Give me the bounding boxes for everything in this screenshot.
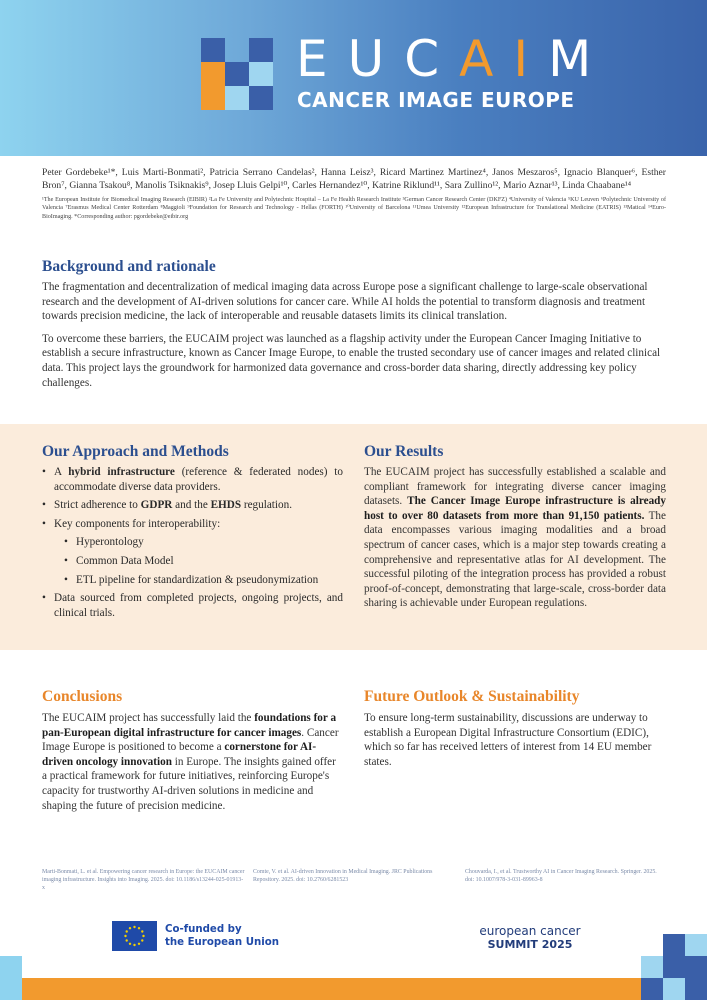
list-item: • A hybrid infrastructure (reference & federated nodes) to accommodate diverse data providers. bbox=[42, 465, 343, 494]
list-item: • Hyperontology bbox=[64, 535, 343, 550]
background-section bbox=[42, 258, 666, 398]
approach-list bbox=[42, 465, 343, 620]
eucaim-title: EUCAIM bbox=[296, 30, 612, 88]
reference-2: Comte, V. et al. AI-driven Innovation in Medical Imaging. JRC Publications Repository. 2025. doi: 10.2760/6281523 bbox=[253, 869, 433, 883]
results-section bbox=[364, 443, 666, 611]
eucaim-logo-mosaic bbox=[201, 38, 273, 110]
author-list: Peter Gordebeke¹*, Luis Marti-Bonmati², Patricia Serrano Candelas², Hanna Leisz³, Ricard Martinez Martinez⁴, Janos Meszaros⁵, Ignacio Blanquer⁶, Esther Bron⁷, Gianna Tsakou⁸, Manolis Tsiknakis⁹, Josep Lluis Gelpi¹⁰, Carles Hernandez¹⁰, Katrine Riklund¹¹, Sara Zullino¹², Mario Aznar¹³, Linda Chaabane¹⁴ bbox=[42, 167, 666, 191]
results-paragraph: The EUCAIM project has successfully established a scalable and compliant framework for integrating diverse cancer imaging datasets. The Cancer Image Europe infrastructure is already host to over 80 datasets from more than 91,150 patients. The data encompasses various imaging modalities and a broad spectrum of cancer cases, which is a major step towards creating a comprehensive and representative atlas for AI development. The successful piloting of the integration process has provided a robust proof-of-concept, demonstrating that large-scale, cross-border data sharing is achievable under European regulations. bbox=[364, 466, 666, 610]
approach-heading: Our Approach and Methods bbox=[42, 443, 229, 460]
list-item: • Strict adherence to GDPR and the EHDS regulation. bbox=[42, 498, 343, 513]
reference-1: Marti-Bonmati, L. et al. Empowering cancer research in Europe: the EUCAIM cancer imaging infrastructure. Insights into Imaging. 2025. doi: 10.1186/s13244-025-01913-x bbox=[42, 869, 245, 891]
footer-stripe bbox=[0, 978, 707, 1000]
background-heading: Background and rationale bbox=[42, 258, 216, 275]
conclusions-heading: Conclusions bbox=[42, 688, 123, 705]
results-heading: Our Results bbox=[364, 443, 444, 460]
list-item: • Common Data Model bbox=[64, 554, 343, 569]
conclusions-section bbox=[42, 688, 343, 813]
outlook-section bbox=[364, 688, 666, 769]
approach-section bbox=[42, 443, 343, 624]
list-item: • Data sourced from completed projects, ongoing projects, and clinical trials. bbox=[42, 591, 343, 620]
background-paragraph-1: The fragmentation and decentralization of medical imaging data across Europe pose a significant challenge to large-scale observational research and the development of AI-driven solutions for cancer care. While AI holds the potential to transform diagnosis and treatment towards precision medicine, the lack of interoperable and reusable datasets limits its clinical translation. bbox=[42, 281, 648, 323]
eu-flag-icon bbox=[112, 921, 157, 951]
ecs-logo: european cancer SUMMIT 2025 bbox=[479, 924, 581, 951]
list-item: • ETL pipeline for standardization & pseudonymization bbox=[64, 573, 343, 588]
affiliations: ¹The European Institute for Biomedical Imaging Research (EIBIR) ²La Fe University and Polytechnic Hospital – La Fe Health Research Institute ³German Cancer Research Center (DKFZ) ⁴University of Valencia ⁵KU Leuven ⁶Polytechnic University of Valencia ⁷Erasmus Medical Center Rotterdam ⁸Maggioli ⁹Foundation for Research and Technology - Hellas (FORTH) ¹⁰University of Barcelona ¹¹Umea University ¹²European Infrastructure for Translational Medicine (EATRIS) ¹³Matical ¹⁴Euro-BioImaging. *Corresponding author: pgordebeke@eibir.org bbox=[42, 197, 666, 220]
header-banner bbox=[0, 0, 707, 156]
conclusions-paragraph: The EUCAIM project has successfully laid the foundations for a pan-European digital infrastructure for cancer images. Cancer Image Europe is positioned to become a cornerstone for AI-driven oncology innovation in Europe. The insights gained offer a practical framework for future initiatives, reinforcing Europe's capacity for trustworthy AI-driven solutions in medicine and shaping the future of precision medicine. bbox=[42, 712, 339, 812]
eucaim-subtitle: CANCER IMAGE EUROPE bbox=[297, 88, 575, 112]
corner-square-left bbox=[0, 956, 22, 978]
corner-square-left-2 bbox=[0, 978, 22, 1000]
reference-3: Chouvarda, I., et al. Trustworthy AI in Cancer Imaging Research. Springer. 2025. doi: 10.1007/978-3-031-89963-8 bbox=[465, 869, 657, 883]
outlook-paragraph: To ensure long-term sustainability, discussions are underway to establish a European Digital Infrastructure Consortium (EDIC), which so far has received letters of interest from 14 EU member states. bbox=[364, 712, 652, 768]
outlook-heading: Future Outlook & Sustainability bbox=[364, 688, 580, 705]
list-item: • Key components for interoperability: bbox=[42, 517, 343, 532]
background-paragraph-2: To overcome these barriers, the EUCAIM project was launched as a flagship activity under the European Cancer Imaging Initiative to establish a secure infrastructure, known as Cancer Image Europe, to enable the trusted secondary use of cancer images and related clinical data. This project lays the groundwork for harmonized data governance and cross-border data sharing, directly addressing key policy challenges. bbox=[42, 332, 661, 389]
eu-cofunded-label: Co-funded by the European Union bbox=[165, 924, 279, 948]
